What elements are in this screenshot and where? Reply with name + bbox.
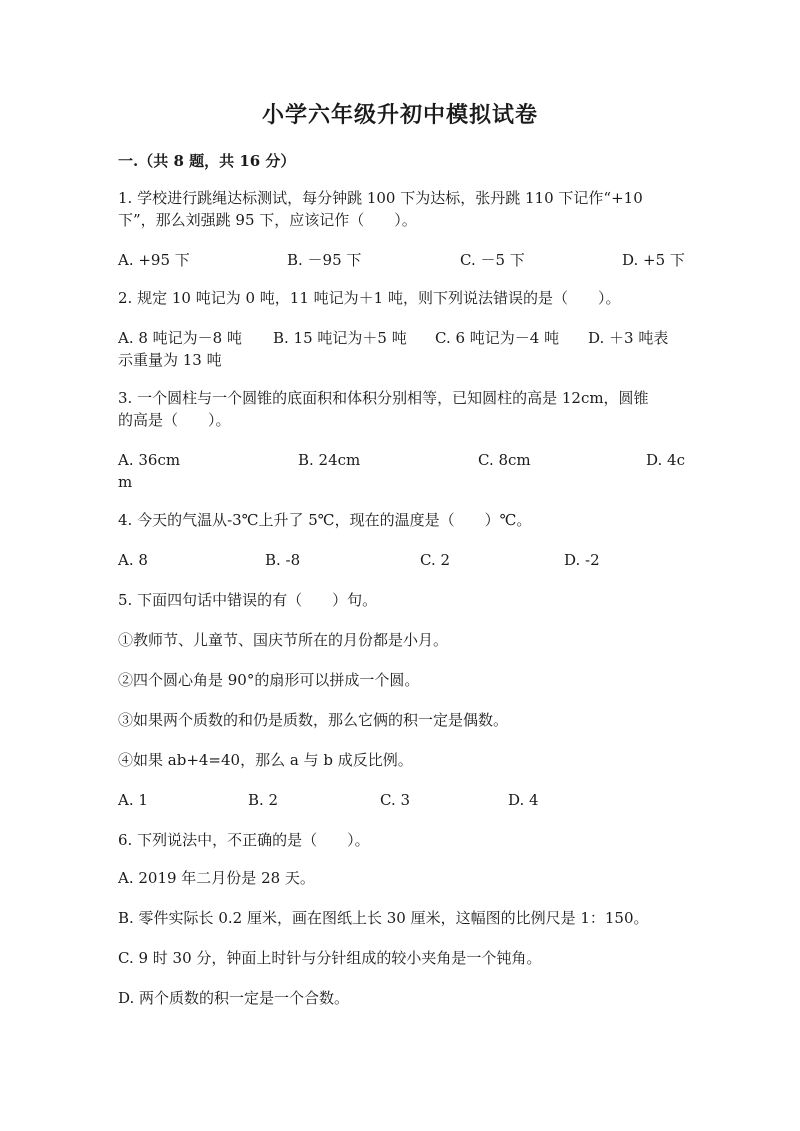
question-4-option-a: A. 8 xyxy=(118,551,148,569)
question-6-option-d: D. 两个质数的积一定是一个合数。 xyxy=(118,989,350,1007)
question-6-option-a: A. 2019 年二月份是 28 天。 xyxy=(118,869,315,887)
question-1-option-a: A. +95 下 xyxy=(118,251,190,269)
question-1-text: 1. 学校进行跳绳达标测试，每分钟跳 100 下为达标，张丹跳 110 下记作“+10 xyxy=(118,189,643,207)
question-2-option-c: C. 6 吨记为－4 吨 xyxy=(435,329,560,347)
question-2-option-d-cont: 示重量为 13 吨 xyxy=(118,351,222,369)
question-5-option-c: C. 3 xyxy=(380,791,411,809)
question-3-option-b: B. 24cm xyxy=(298,451,361,469)
question-1-text-cont: 下”，那么刘强跳 95 下，应该记作（ ）。 xyxy=(118,211,417,229)
page-title: 小学六年级升初中模拟试卷 xyxy=(261,102,538,128)
question-4-option-b: B. -8 xyxy=(265,551,301,569)
question-2-option-a: A. 8 吨记为－8 吨 xyxy=(118,329,242,347)
question-5-statement-1: ①教师节、儿童节、国庆节所在的月份都是小月。 xyxy=(118,631,449,649)
question-3-text-cont: 的高是（ ）。 xyxy=(118,411,231,429)
question-4-option-c: C. 2 xyxy=(420,551,451,569)
question-1-option-d: D. +5 下 xyxy=(622,251,685,269)
question-5-statement-4: ④如果 ab+4=40，那么 a 与 b 成反比例。 xyxy=(118,751,413,769)
section-heading: 一.（共 8 题，共 16 分） xyxy=(118,152,296,170)
question-6-option-b: B. 零件实际长 0.2 厘米，画在图纸上长 30 厘米，这幅图的比例尺是 1：150。 xyxy=(118,909,649,927)
question-4-text: 4. 今天的气温从-3℃上升了 5℃，现在的温度是（ ）℃。 xyxy=(118,511,532,529)
question-3-option-d-cont: m xyxy=(118,473,133,491)
question-1-option-c: C. －5 下 xyxy=(460,251,525,269)
question-2-option-d: D. ＋3 吨表 xyxy=(588,329,669,347)
question-5-option-b: B. 2 xyxy=(248,791,279,809)
question-5-text: 5. 下面四句话中错误的有（ ）句。 xyxy=(118,591,378,609)
question-2-option-b: B. 15 吨记为＋5 吨 xyxy=(273,329,407,347)
question-5-statement-3: ③如果两个质数的和仍是质数，那么它俩的积一定是偶数。 xyxy=(118,711,509,729)
question-3-option-c: C. 8cm xyxy=(478,451,531,469)
question-6-text: 6. 下列说法中，不正确的是（ ）。 xyxy=(118,831,370,849)
question-5-statement-2: ②四个圆心角是 90°的扇形可以拼成一个圆。 xyxy=(118,671,420,689)
question-5-option-a: A. 1 xyxy=(118,791,148,809)
question-6-option-c: C. 9 时 30 分，钟面上时针与分针组成的较小夹角是一个钝角。 xyxy=(118,949,542,967)
question-2-text: 2. 规定 10 吨记为 0 吨，11 吨记为＋1 吨，则下列说法错误的是（ ）。 xyxy=(118,289,621,307)
question-3-option-d: D. 4c xyxy=(646,451,685,469)
question-5-option-d: D. 4 xyxy=(508,791,539,809)
question-3-option-a: A. 36cm xyxy=(118,451,181,469)
question-3-text: 3. 一个圆柱与一个圆锥的底面积和体积分别相等，已知圆柱的高是 12cm，圆锥 xyxy=(118,389,649,407)
question-4-option-d: D. -2 xyxy=(564,551,600,569)
question-1-option-b: B. －95 下 xyxy=(287,251,362,269)
